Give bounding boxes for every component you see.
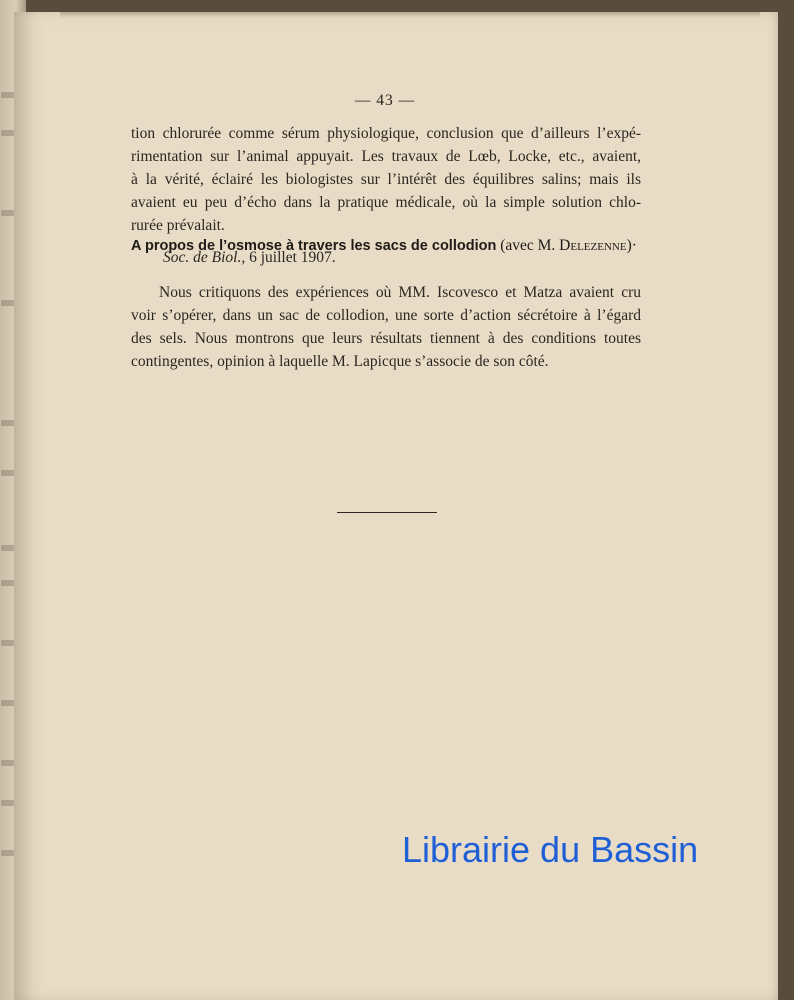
section-divider bbox=[337, 512, 437, 513]
text-line: tion chlorurée comme sérum physiologique, conclusion que d’ailleurs l’expé- bbox=[131, 125, 641, 142]
text-line: des sels. Nous montrons que leurs résultats tiennent à des conditions toutes bbox=[131, 330, 641, 347]
paragraph-continued bbox=[131, 122, 641, 237]
entry-paragraph bbox=[131, 281, 641, 373]
entry-title: A propos de l’osmose à travers les sacs de collodion bbox=[131, 238, 497, 254]
text-line: Nous critiquons des expériences où MM. Iscovesco et Matza avaient cru bbox=[159, 284, 641, 301]
coauthor-prefix: (avec M. bbox=[500, 237, 560, 254]
page-number: — 43 — bbox=[354, 92, 416, 109]
page-top-shadow bbox=[60, 12, 760, 18]
text-line: contingentes, opinion à laquelle M. Lapicque s’associe de son côté. bbox=[131, 353, 549, 370]
coauthor-suffix: )· bbox=[626, 237, 637, 254]
journal-name: Soc. de Biol. bbox=[163, 249, 242, 266]
text-line: rurée prévalait. bbox=[131, 217, 225, 234]
text-line: rimentation sur l’animal appuyait. Les travaux de Lœb, Locke, etc., avaient, bbox=[131, 148, 641, 165]
text-line: voir s’opérer, dans un sac de collodion, une sorte d’action sécrétoire à l’égard bbox=[131, 307, 641, 324]
entry-citation bbox=[163, 246, 336, 269]
text-line: avaient eu peu d’écho dans la pratique médicale, où la simple solution chlo- bbox=[131, 194, 641, 211]
text-line: à la vérité, éclairé les biologistes sur l’intérêt des équilibres salins; mais ils bbox=[131, 171, 641, 188]
watermark-text: Librairie du Bassin bbox=[402, 829, 699, 870]
coauthor-name: Delezenne bbox=[559, 237, 627, 254]
publication-date: , 6 juillet 1907. bbox=[241, 249, 336, 266]
